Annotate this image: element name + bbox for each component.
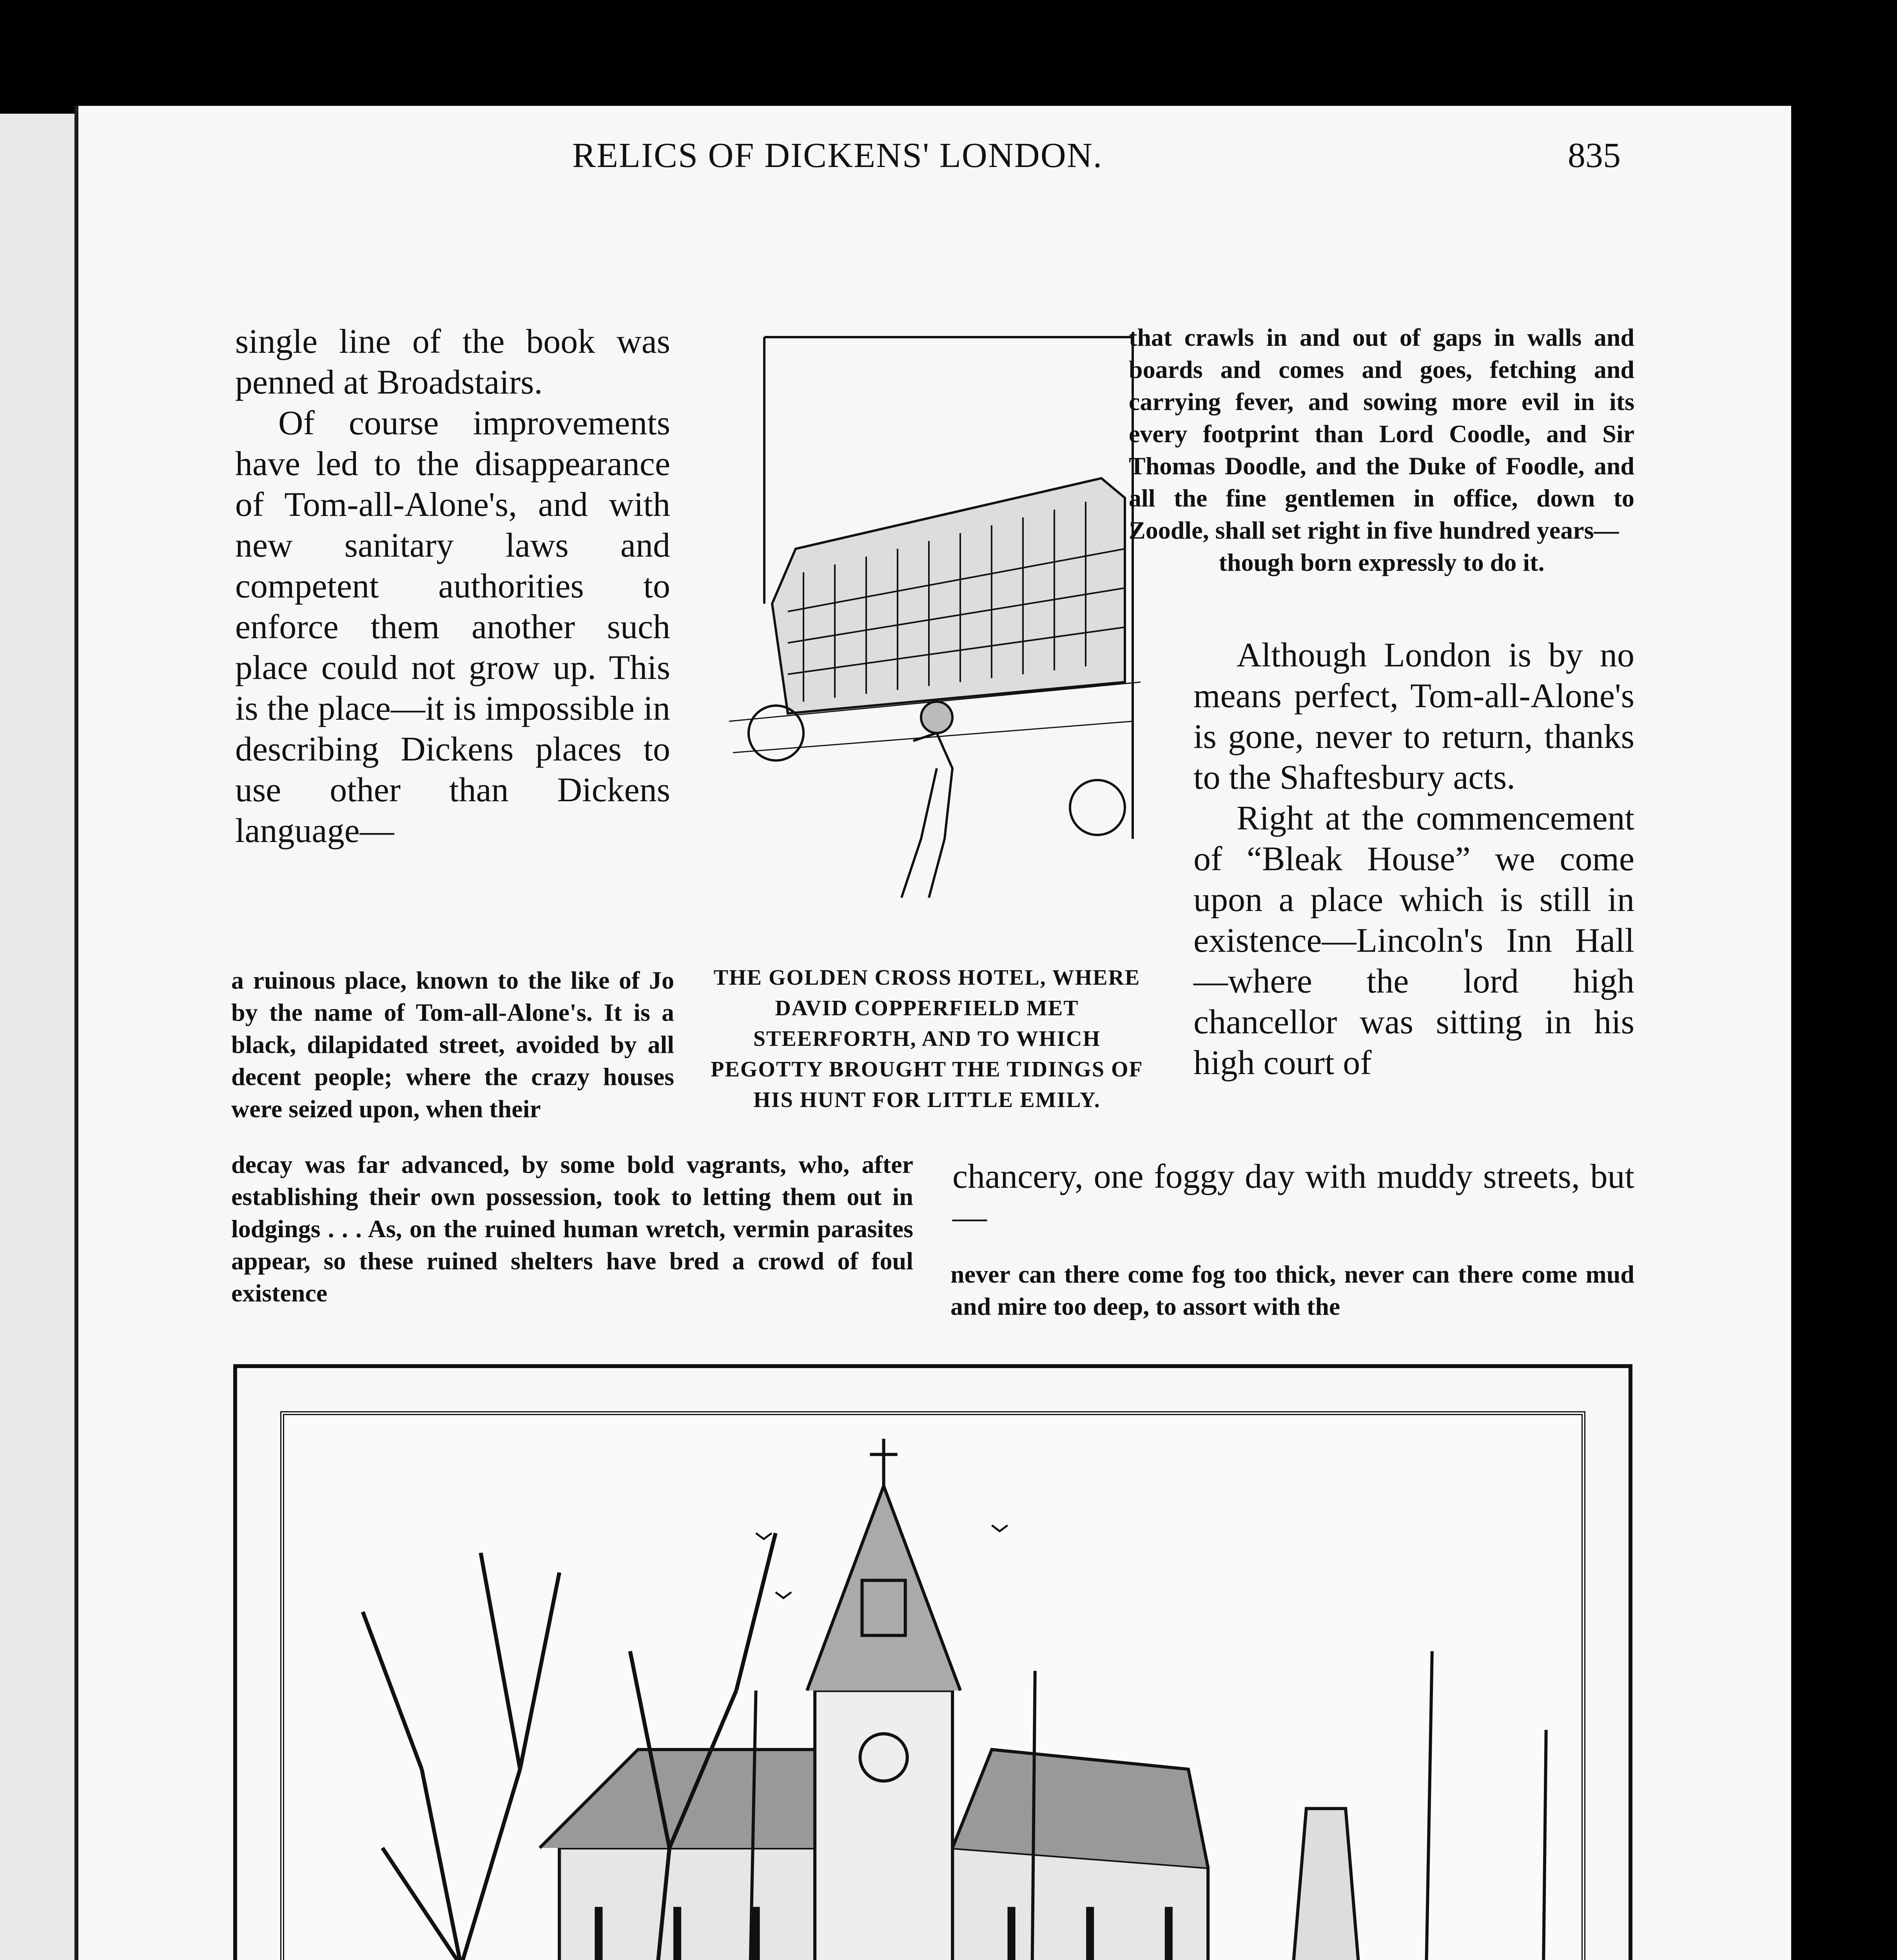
paragraph: chancery, one foggy day with muddy streets, but— (952, 1158, 1634, 1236)
quote-block: decay was far advanced, by some bold vagrants, who, after establishing their own possession, took to letting them out in lodgings . . . As, on the ruined human wretch, vermin parasites appear, so these ruined shelters have bred a crowd of foul existence (231, 1151, 913, 1307)
st-pancras-church-illustration (233, 1364, 1632, 1960)
quote-last-line: though born expressly to do it. (1219, 548, 1545, 576)
quote-block: a ruinous place, known to the like of Jo by the name of Tom-all-Alone's. It is a black, dilapidated street, avoided by all decent people; where the crazy houses were seized upon, when their (231, 966, 674, 1123)
golden-cross-hotel-illustration (717, 329, 1148, 917)
paragraph: single line of the book was penned at Broadstairs. (235, 323, 670, 401)
paragraph: Although London is by no means perfect, Tom-all-Alone's is gone, never to return, thanks to the Shaftesbury acts. (1193, 636, 1634, 797)
running-title: RELICS OF DICKENS' LONDON. (572, 136, 1103, 175)
right-column-text (1193, 635, 1634, 1083)
quote-block: never can there come fog too thick, never can there come mud and mire too deep, to assort with the (950, 1260, 1634, 1320)
facing-page-edge (0, 114, 81, 1960)
left-column-text (235, 321, 670, 851)
quote-block (1129, 321, 1634, 579)
paragraph: Right at the commencement of “Bleak House” we come upon a place which is still in existence—Lincoln's Inn Hall—where the lord high chancellor was sitting in his high court of (1193, 799, 1634, 1082)
quote-text: that crawls in and out of gaps in walls and boards and comes and goes, fetching and carrying fever, and sowing more evil in its every footprint than Lord Coodle, and Sir Thomas Doodle, and the Duke of Foodle, and all the fine gentlemen in office, down to Zoodle, shall set right in five hundred years— (1129, 323, 1634, 544)
page-number: 835 (1568, 136, 1621, 175)
figure-caption-golden-cross: THE GOLDEN CROSS HOTEL, WHERE DAVID COPPERFIELD MET STEERFORTH, AND TO WHICH PEGOTTY BROUGHT THE TIDINGS OF HIS HUNT FOR LITTLE EMILY. (711, 965, 1143, 1112)
illustration-inner-frame (280, 1411, 1585, 1960)
paragraph: Of course improvements have led to the disappearance of Tom-all-Alone's, and with new sanitary laws and competent authorities to enforce them another such place could not grow up. This is the place—it is impossible in describing Dickens places to use other than Dickens language— (235, 404, 670, 850)
